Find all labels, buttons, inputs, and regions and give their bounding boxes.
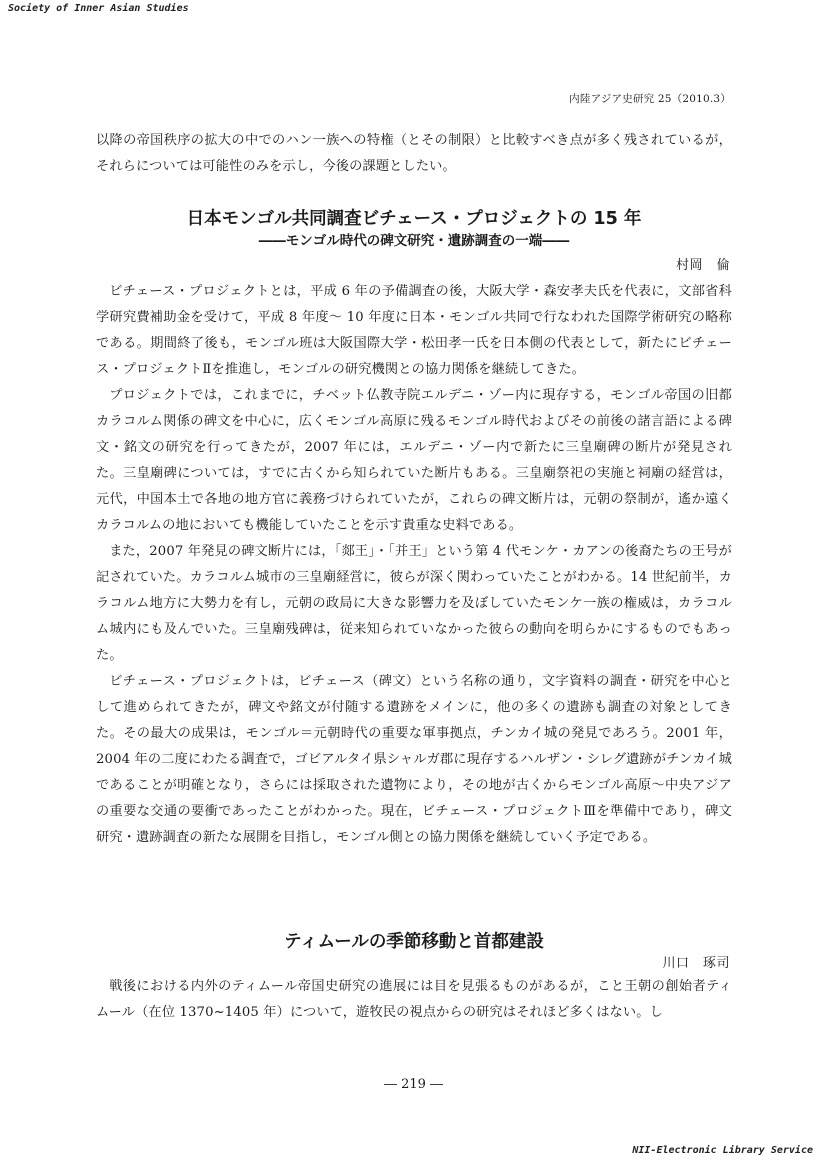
- journal-header: 内陸アジア史研究 25（2010.3）: [569, 93, 731, 105]
- article-2-paragraph: 戦後における内外のティムール帝国史研究の進展には目を見張るものがあるが，こと王朝の創始者ティムール（在位 1370~1405 年）について，遊牧民の視点からの研究はそれほど多くはない。し: [96, 979, 732, 1020]
- article-1-paragraph: プロジェクトでは，これまでに，チベット仏教寺院エルデニ・ゾー内に現存する，モンゴル帝国の旧都カラコルム関係の碑文を中心に，広くモンゴル高原に残るモンゴル時代およびその前後の諸言語による碑文・銘文の研究を行ってきたが，2007 年には，エルデニ・ゾー内で新たに三皇廟碑の断片が発見された。三皇廟碑については，すでに古くから知られていた断片もある。三皇廟祭祀の実施と祠廟の経営は，元代，中国本土で各地の地方官に義務づけられていたが，これらの碑文断片は，元朝の祭制が，遙か遠くカラコルムの地においても機能していたことを示す貴重な史料である。: [96, 388, 732, 533]
- carryover-section: [96, 128, 732, 180]
- article-2-title: ティムールの季節移動と首都建設: [284, 932, 544, 952]
- article-1-author: 村岡 倫: [675, 258, 730, 273]
- article-1-paragraph: また，2007 年発見の碑文断片には，「郯王」・「并王」という第 4 代モンケ・カアンの後裔たちの王号が記されていた。カラコルム城市の三皇廟経営に，彼らが深く関わっていたことがわかる。14 世紀前半，カラコルム地方に大勢力を有し，元朝の政局に大きな影響力を及ぼしていたモンケ一族の権威は，カラコルム城内にも及んでいた。三皇廟残碑は，従来知られていなかった彼らの動向を明らかにするものでもあった。: [96, 544, 732, 663]
- article-2: [96, 928, 732, 1026]
- bottom-banner: NII-Electronic Library Service: [632, 1145, 813, 1156]
- top-banner: Society of Inner Asian Studies: [8, 3, 189, 14]
- page-number: ― 219 ―: [383, 1077, 444, 1092]
- article-1-paragraph: ビチェース・プロジェクトとは，平成 6 年の予備調査の後，大阪大学・森安孝夫氏を代表に，文部省科学研究費補助金を受けて，平成 8 年度～ 10 年度に日本・モンゴル共同で行なわれた国際学術研究の略称である。期間終了後も，モンゴル班は大阪国際大学・松田孝一氏を日本側の代表として，新たにビチェース・プロジェクトⅡを推進し，モンゴルの研究機関との協力関係を継続してきた。: [96, 284, 732, 377]
- article-1-paragraph: ビチェース・プロジェクトは，ビチェース（碑文）という名称の通り，文字資料の調査・研究を中心として進められてきたが，碑文や銘文が付随する遺跡をメインに，他の多くの遺跡も調査の対象としてきた。その最大の成果は，モンゴル＝元朝時代の重要な軍事拠点，チンカイ城の発見であろう。2001 年，2004 年の二度にわたる調査で，ゴビアルタイ県シャルガ郡に現存するハルザン・シレグ遺跡がチンカイ城であることが明確となり，さらには採取された遺物により，その地が古くからモンゴル高原～中央アジアの重要な交通の要衝であったことがわかった。現在，ビチェース・プロジェクトⅢを準備中であり，碑文研究・遺跡調査の新たな展開を目指し，モンゴル側との協力関係を継続していく予定である。: [96, 674, 732, 845]
- article-1-title: 日本モンゴル共同調査ビチェース・プロジェクトの 15 年: [186, 209, 642, 229]
- article-2-author: 川口 琢司: [662, 956, 730, 971]
- article-1: [96, 205, 732, 851]
- article-1-subtitle: ――モンゴル時代の碑文研究・遺跡調査の一端――: [258, 233, 570, 249]
- carryover-paragraph: 以降の帝国秩序の拡大の中でのハン一族への特権（とその制限）と比較すべき点が多く残されているが，それらについては可能性のみを示し，今後の課題としたい。: [96, 133, 732, 174]
